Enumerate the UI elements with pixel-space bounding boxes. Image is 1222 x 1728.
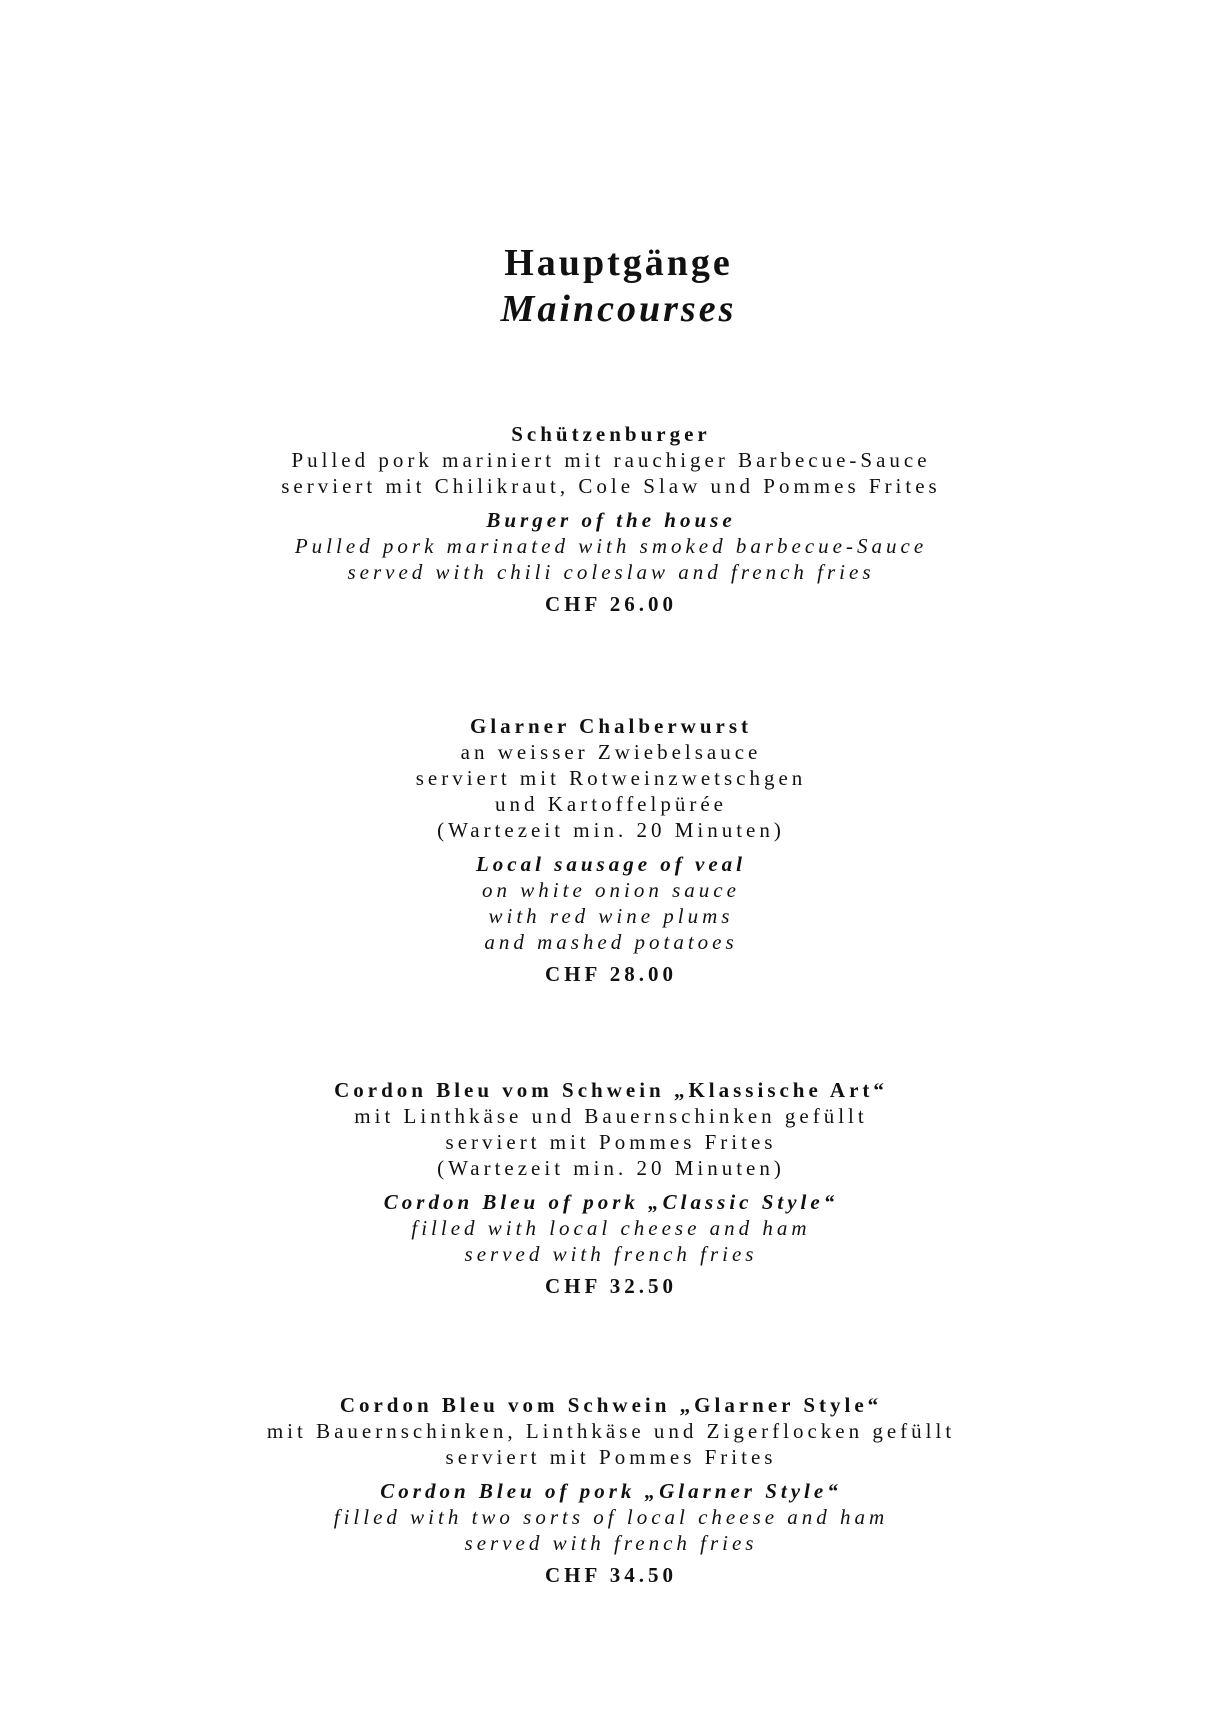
dish-description-german: mit Bauernschinken, Linthkäse und Zigerflocken gefüllt xyxy=(266,1419,956,1443)
dish-name-english: Cordon Bleu of pork „Glarner Style“ xyxy=(380,1479,842,1503)
dish-price: CHF 32.50 xyxy=(544,1274,678,1298)
dish-name-german: Glarner Chalberwurst xyxy=(469,714,752,738)
dish-description-german: serviert mit Pommes Frites xyxy=(445,1445,777,1469)
dish-name-german: Cordon Bleu vom Schwein „Klassische Art“ xyxy=(334,1078,888,1102)
dish-description-english: served with chili coleslaw and french fries xyxy=(347,560,875,584)
menu-item-schuetzenburger xyxy=(0,421,1222,617)
dish-description-english: filled with local cheese and ham xyxy=(411,1216,811,1240)
dish-description-english: served with french fries xyxy=(464,1242,758,1266)
dish-description-english: on white onion sauce xyxy=(482,878,740,902)
dish-description-english: Pulled pork marinated with smoked barbecue-Sauce xyxy=(294,534,928,558)
dish-description-german: serviert mit Rotweinzwetschgen xyxy=(415,766,807,790)
dish-name-english: Local sausage of veal xyxy=(475,852,747,876)
dish-description-english: with red wine plums xyxy=(488,904,734,928)
dish-price: CHF 26.00 xyxy=(544,592,678,616)
dish-description-english: filled with two sorts of local cheese and ham xyxy=(333,1505,889,1529)
english-block xyxy=(0,1189,1222,1267)
page-title-german: Hauptgänge xyxy=(504,242,733,284)
dish-price: CHF 34.50 xyxy=(544,1563,678,1587)
menu-header xyxy=(0,240,1222,332)
dish-description-english: served with french fries xyxy=(464,1531,758,1555)
dish-price: CHF 28.00 xyxy=(544,962,678,986)
dish-description-english: and mashed potatoes xyxy=(484,930,738,954)
dish-description-german: serviert mit Chilikraut, Cole Slaw und Pommes Frites xyxy=(281,474,941,498)
dish-description-german: Pulled pork mariniert mit rauchiger Barbecue-Sauce xyxy=(291,448,931,472)
menu-item-cordon-bleu-classic xyxy=(0,1077,1222,1299)
page-title-english: Maincourses xyxy=(500,288,737,330)
dish-name-english: Cordon Bleu of pork „Classic Style“ xyxy=(383,1190,839,1214)
dish-name-german: Cordon Bleu vom Schwein „Glarner Style“ xyxy=(339,1393,883,1417)
dish-name-english: Burger of the house xyxy=(486,508,736,532)
dish-description-german: und Kartoffelpürée xyxy=(495,792,727,816)
dish-waiting-time: (Wartezeit min. 20 Minuten) xyxy=(437,818,785,842)
dish-description-german: an weisser Zwiebelsauce xyxy=(460,740,762,764)
dish-description-german: serviert mit Pommes Frites xyxy=(445,1130,777,1154)
dish-waiting-time: (Wartezeit min. 20 Minuten) xyxy=(437,1156,785,1180)
dish-name-german: Schützenburger xyxy=(511,422,711,446)
menu-item-chalberwurst xyxy=(0,713,1222,987)
english-block xyxy=(0,851,1222,955)
english-block xyxy=(0,1478,1222,1556)
menu-item-cordon-bleu-glarner xyxy=(0,1392,1222,1588)
english-block xyxy=(0,507,1222,585)
dish-description-german: mit Linthkäse und Bauernschinken gefüllt xyxy=(354,1104,868,1128)
